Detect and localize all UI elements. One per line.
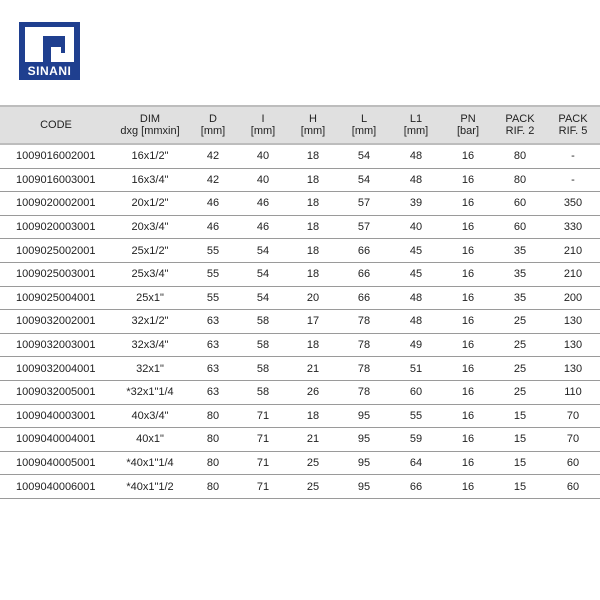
column-header-l1 bbox=[390, 106, 442, 144]
cell-pack-rif5: 210 bbox=[546, 239, 600, 263]
cell-l: 95 bbox=[338, 404, 390, 428]
cell-pack-rif5: 130 bbox=[546, 333, 600, 357]
cell-pack-rif5: 60 bbox=[546, 451, 600, 475]
cell-h: 17 bbox=[288, 310, 338, 334]
cell-l1: 48 bbox=[390, 310, 442, 334]
column-header-line: L1 bbox=[409, 113, 423, 125]
cell-i: 40 bbox=[238, 168, 288, 192]
column-header-line: PACK bbox=[558, 113, 588, 125]
table-body bbox=[0, 144, 600, 498]
cell-dim: 40x3/4" bbox=[112, 404, 188, 428]
cell-d: 63 bbox=[188, 380, 238, 404]
table-row bbox=[0, 451, 600, 475]
table-row bbox=[0, 357, 600, 381]
cell-pn: 16 bbox=[442, 428, 494, 452]
cell-pack-rif2: 80 bbox=[494, 168, 546, 192]
cell-pack-rif5: 110 bbox=[546, 380, 600, 404]
cell-dim: 16x3/4" bbox=[112, 168, 188, 192]
table-row bbox=[0, 404, 600, 428]
column-header-d bbox=[188, 106, 238, 144]
cell-pack-rif5: 200 bbox=[546, 286, 600, 310]
cell-i: 54 bbox=[238, 239, 288, 263]
cell-l1: 48 bbox=[390, 286, 442, 310]
column-header-line: [bar] bbox=[456, 125, 479, 137]
cell-code: 1009032002001 bbox=[0, 310, 112, 334]
cell-pack-rif2: 15 bbox=[494, 475, 546, 499]
cell-l1: 64 bbox=[390, 451, 442, 475]
cell-code: 1009016003001 bbox=[0, 168, 112, 192]
cell-d: 46 bbox=[188, 192, 238, 216]
cell-d: 80 bbox=[188, 451, 238, 475]
cell-l1: 45 bbox=[390, 239, 442, 263]
cell-d: 46 bbox=[188, 215, 238, 239]
cell-d: 42 bbox=[188, 168, 238, 192]
cell-dim: 25x1/2" bbox=[112, 239, 188, 263]
cell-l: 78 bbox=[338, 357, 390, 381]
cell-l: 95 bbox=[338, 428, 390, 452]
column-header-line: dxg [mmxin] bbox=[120, 125, 180, 137]
logo-mark-icon bbox=[19, 22, 80, 66]
product-spec-table bbox=[0, 105, 600, 499]
cell-l: 54 bbox=[338, 144, 390, 168]
cell-i: 54 bbox=[238, 262, 288, 286]
cell-code: 1009032003001 bbox=[0, 333, 112, 357]
cell-h: 25 bbox=[288, 475, 338, 499]
column-header-code bbox=[0, 106, 112, 144]
column-header-line: D bbox=[209, 113, 217, 125]
column-header-line: [mm] bbox=[300, 125, 326, 137]
table-row bbox=[0, 310, 600, 334]
cell-d: 55 bbox=[188, 239, 238, 263]
cell-d: 63 bbox=[188, 333, 238, 357]
cell-l: 66 bbox=[338, 262, 390, 286]
cell-h: 18 bbox=[288, 192, 338, 216]
cell-pack-rif5: 330 bbox=[546, 215, 600, 239]
cell-pn: 16 bbox=[442, 404, 494, 428]
cell-i: 71 bbox=[238, 428, 288, 452]
cell-pn: 16 bbox=[442, 451, 494, 475]
cell-pack-rif2: 15 bbox=[494, 451, 546, 475]
column-header-line: RIF. 5 bbox=[558, 125, 588, 137]
cell-d: 80 bbox=[188, 475, 238, 499]
column-header-line: [mm] bbox=[250, 125, 276, 137]
table-row bbox=[0, 215, 600, 239]
cell-dim: 25x1" bbox=[112, 286, 188, 310]
cell-code: 1009020002001 bbox=[0, 192, 112, 216]
cell-i: 58 bbox=[238, 333, 288, 357]
cell-code: 1009016002001 bbox=[0, 144, 112, 168]
column-header-line: [mm] bbox=[403, 125, 429, 137]
column-header-line: DIM bbox=[139, 113, 161, 125]
cell-h: 18 bbox=[288, 239, 338, 263]
cell-i: 71 bbox=[238, 475, 288, 499]
cell-pack-rif2: 35 bbox=[494, 239, 546, 263]
cell-pack-rif5: 130 bbox=[546, 310, 600, 334]
cell-h: 18 bbox=[288, 144, 338, 168]
table-row bbox=[0, 262, 600, 286]
table-row bbox=[0, 428, 600, 452]
cell-pn: 16 bbox=[442, 144, 494, 168]
cell-l1: 39 bbox=[390, 192, 442, 216]
cell-l1: 49 bbox=[390, 333, 442, 357]
cell-l: 54 bbox=[338, 168, 390, 192]
cell-pack-rif2: 80 bbox=[494, 144, 546, 168]
column-header-line: PN bbox=[460, 113, 476, 125]
cell-d: 63 bbox=[188, 310, 238, 334]
cell-code: 1009040004001 bbox=[0, 428, 112, 452]
table-row bbox=[0, 475, 600, 499]
cell-l: 78 bbox=[338, 380, 390, 404]
table-row bbox=[0, 333, 600, 357]
cell-pack-rif5: 60 bbox=[546, 475, 600, 499]
cell-dim: 20x1/2" bbox=[112, 192, 188, 216]
column-header-line: H bbox=[309, 113, 317, 125]
cell-i: 46 bbox=[238, 192, 288, 216]
cell-dim: 32x3/4" bbox=[112, 333, 188, 357]
table-row bbox=[0, 192, 600, 216]
cell-d: 42 bbox=[188, 144, 238, 168]
cell-pack-rif2: 15 bbox=[494, 404, 546, 428]
cell-pack-rif5: 210 bbox=[546, 262, 600, 286]
cell-h: 21 bbox=[288, 428, 338, 452]
cell-pack-rif2: 35 bbox=[494, 262, 546, 286]
cell-pack-rif2: 25 bbox=[494, 333, 546, 357]
column-header-line: CODE bbox=[40, 119, 72, 131]
cell-d: 63 bbox=[188, 357, 238, 381]
cell-pack-rif5: 70 bbox=[546, 428, 600, 452]
cell-pack-rif5: - bbox=[546, 168, 600, 192]
cell-pack-rif2: 15 bbox=[494, 428, 546, 452]
cell-d: 80 bbox=[188, 404, 238, 428]
cell-code: 1009032005001 bbox=[0, 380, 112, 404]
cell-code: 1009032004001 bbox=[0, 357, 112, 381]
brand-name: SINANI bbox=[27, 64, 72, 78]
cell-i: 71 bbox=[238, 451, 288, 475]
cell-code: 1009040006001 bbox=[0, 475, 112, 499]
cell-i: 40 bbox=[238, 144, 288, 168]
cell-h: 18 bbox=[288, 262, 338, 286]
cell-h: 18 bbox=[288, 404, 338, 428]
cell-h: 20 bbox=[288, 286, 338, 310]
column-header-i bbox=[238, 106, 288, 144]
cell-pn: 16 bbox=[442, 333, 494, 357]
cell-h: 18 bbox=[288, 333, 338, 357]
cell-dim: 32x1/2" bbox=[112, 310, 188, 334]
column-header-line: PACK bbox=[505, 113, 535, 125]
cell-code: 1009025002001 bbox=[0, 239, 112, 263]
cell-l1: 45 bbox=[390, 262, 442, 286]
cell-l1: 40 bbox=[390, 215, 442, 239]
cell-h: 18 bbox=[288, 168, 338, 192]
cell-pn: 16 bbox=[442, 262, 494, 286]
cell-pack-rif2: 25 bbox=[494, 357, 546, 381]
column-header-dim bbox=[112, 106, 188, 144]
cell-code: 1009040003001 bbox=[0, 404, 112, 428]
column-header-pack-rif2 bbox=[494, 106, 546, 144]
cell-pn: 16 bbox=[442, 215, 494, 239]
cell-l1: 60 bbox=[390, 380, 442, 404]
column-header-pn bbox=[442, 106, 494, 144]
cell-pack-rif2: 60 bbox=[494, 192, 546, 216]
cell-dim: 16x1/2" bbox=[112, 144, 188, 168]
cell-h: 25 bbox=[288, 451, 338, 475]
cell-l: 95 bbox=[338, 475, 390, 499]
cell-code: 1009025004001 bbox=[0, 286, 112, 310]
cell-code: 1009020003001 bbox=[0, 215, 112, 239]
cell-code: 1009025003001 bbox=[0, 262, 112, 286]
table-row bbox=[0, 168, 600, 192]
cell-l: 66 bbox=[338, 286, 390, 310]
cell-dim: *40x1"1/2 bbox=[112, 475, 188, 499]
cell-l1: 48 bbox=[390, 168, 442, 192]
cell-l: 78 bbox=[338, 310, 390, 334]
cell-l: 57 bbox=[338, 215, 390, 239]
column-header-line: L bbox=[360, 113, 368, 125]
cell-pack-rif5: 350 bbox=[546, 192, 600, 216]
cell-h: 26 bbox=[288, 380, 338, 404]
cell-h: 18 bbox=[288, 215, 338, 239]
cell-i: 71 bbox=[238, 404, 288, 428]
table-row bbox=[0, 380, 600, 404]
table-row bbox=[0, 144, 600, 168]
cell-l1: 59 bbox=[390, 428, 442, 452]
cell-i: 58 bbox=[238, 310, 288, 334]
column-header-line: I bbox=[261, 113, 265, 125]
cell-l1: 48 bbox=[390, 144, 442, 168]
cell-d: 55 bbox=[188, 286, 238, 310]
column-header-pack-rif5 bbox=[546, 106, 600, 144]
column-header-h bbox=[288, 106, 338, 144]
cell-dim: 20x3/4" bbox=[112, 215, 188, 239]
column-header-line: RIF. 2 bbox=[505, 125, 535, 137]
brand-logo bbox=[19, 22, 80, 80]
column-header-line: [mm] bbox=[200, 125, 226, 137]
cell-pack-rif2: 60 bbox=[494, 215, 546, 239]
cell-i: 46 bbox=[238, 215, 288, 239]
cell-pack-rif5: 70 bbox=[546, 404, 600, 428]
cell-pn: 16 bbox=[442, 310, 494, 334]
cell-d: 80 bbox=[188, 428, 238, 452]
cell-pn: 16 bbox=[442, 475, 494, 499]
cell-dim: 40x1" bbox=[112, 428, 188, 452]
table-row bbox=[0, 286, 600, 310]
table-header-row bbox=[0, 106, 600, 144]
cell-pack-rif2: 25 bbox=[494, 380, 546, 404]
column-header-l bbox=[338, 106, 390, 144]
cell-l: 78 bbox=[338, 333, 390, 357]
cell-dim: 25x3/4" bbox=[112, 262, 188, 286]
cell-l: 95 bbox=[338, 451, 390, 475]
cell-pn: 16 bbox=[442, 286, 494, 310]
cell-dim: 32x1" bbox=[112, 357, 188, 381]
cell-pn: 16 bbox=[442, 380, 494, 404]
column-header-line: [mm] bbox=[351, 125, 377, 137]
cell-pn: 16 bbox=[442, 357, 494, 381]
table-row bbox=[0, 239, 600, 263]
cell-dim: *32x1"1/4 bbox=[112, 380, 188, 404]
cell-i: 58 bbox=[238, 357, 288, 381]
cell-pack-rif5: 130 bbox=[546, 357, 600, 381]
cell-pack-rif2: 25 bbox=[494, 310, 546, 334]
cell-i: 58 bbox=[238, 380, 288, 404]
cell-pack-rif5: - bbox=[546, 144, 600, 168]
cell-l1: 51 bbox=[390, 357, 442, 381]
cell-code: 1009040005001 bbox=[0, 451, 112, 475]
cell-pn: 16 bbox=[442, 192, 494, 216]
cell-h: 21 bbox=[288, 357, 338, 381]
cell-i: 54 bbox=[238, 286, 288, 310]
cell-pn: 16 bbox=[442, 168, 494, 192]
cell-l: 66 bbox=[338, 239, 390, 263]
cell-dim: *40x1"1/4 bbox=[112, 451, 188, 475]
cell-d: 55 bbox=[188, 262, 238, 286]
cell-pn: 16 bbox=[442, 239, 494, 263]
cell-l: 57 bbox=[338, 192, 390, 216]
cell-l1: 55 bbox=[390, 404, 442, 428]
cell-l1: 66 bbox=[390, 475, 442, 499]
cell-pack-rif2: 35 bbox=[494, 286, 546, 310]
